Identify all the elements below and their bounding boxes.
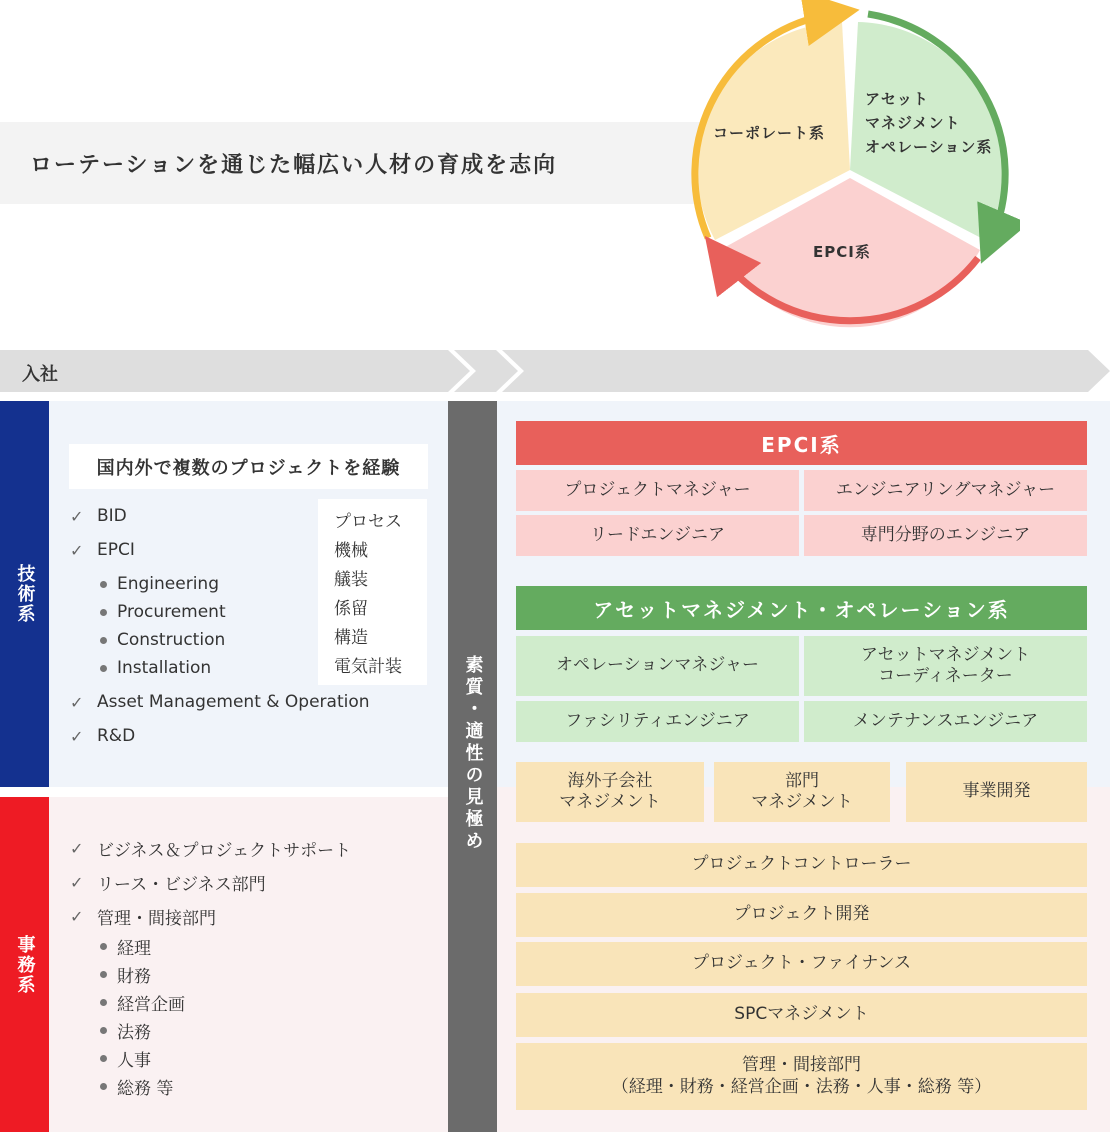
bullet-icon <box>100 637 107 644</box>
process-item: 構造 <box>334 628 368 648</box>
check-icon: ✓ <box>70 726 84 746</box>
corp-biz-dev: 事業開発 <box>906 762 1087 822</box>
jimu-sub-item: 人事 <box>100 1046 151 1071</box>
epci-role: プロジェクトマネジャー <box>516 470 799 511</box>
bullet-icon <box>100 971 107 978</box>
amo-role-facility: ファシリティエンジニア <box>516 701 799 742</box>
bullet-icon <box>100 999 107 1006</box>
corp-mgmt: 管理・間接部門 （経理・財務・経営企画・法務・人事・総務 等） <box>516 1043 1087 1110</box>
epci-role: リードエンジニア <box>516 515 799 556</box>
tech-sub-procurement: Procurement <box>100 602 226 622</box>
tech-sub-installation: Installation <box>100 658 211 678</box>
epci-role: 専門分野のエンジニア <box>804 515 1087 556</box>
join-label: 入社 <box>22 364 58 385</box>
corp-overseas-mgmt: 海外子会社 マネジメント <box>516 762 704 822</box>
check-icon: ✓ <box>70 540 84 560</box>
check-icon: ✓ <box>70 692 84 712</box>
jimu-item-lease: ✓ リース・ビジネス部門 <box>70 873 266 895</box>
cycle-label-asset-1: アセット <box>865 90 929 108</box>
amo-role-maintenance: メンテナンスエンジニア <box>804 701 1087 742</box>
jimu-sub-item: 総務 等 <box>100 1074 173 1099</box>
tech-item-epci: ✓ EPCI <box>70 540 135 560</box>
tech-sub-engineering: Engineering <box>100 574 219 594</box>
jimu-item-mgmt: ✓ 管理・間接部門 <box>70 907 216 929</box>
bullet-icon <box>100 1027 107 1034</box>
corp-finance: プロジェクト・ファイナンス <box>516 942 1087 986</box>
bullet-icon <box>100 1055 107 1062</box>
tech-item-amo: ✓ Asset Management & Operation <box>70 692 370 712</box>
tech-sub-construction: Construction <box>100 630 225 650</box>
jimu-sub-item: 経理 <box>100 934 151 959</box>
jimu-sub-item: 経営企画 <box>100 990 185 1015</box>
corp-dept-mgmt: 部門 マネジメント <box>714 762 890 822</box>
epci-header: EPCI系 <box>516 421 1087 465</box>
process-item: 機械 <box>334 541 368 561</box>
process-item: プロセス <box>334 512 402 532</box>
process-item: 係留 <box>334 599 368 619</box>
bullet-icon <box>100 665 107 672</box>
bullet-icon <box>100 609 107 616</box>
check-icon: ✓ <box>70 907 84 926</box>
jimu-sub-item: 財務 <box>100 962 151 987</box>
tech-item-rd: ✓ R&D <box>70 726 136 746</box>
banner-title: ローテーションを通じた幅広い人材の育成を志向 <box>30 153 558 178</box>
tech-heading: 国内外で複数のプロジェクトを経験 <box>69 444 428 489</box>
check-icon: ✓ <box>70 873 84 892</box>
bullet-icon <box>100 943 107 950</box>
process-item: 艤装 <box>334 570 368 590</box>
join-arrow-bar <box>0 350 1110 392</box>
cycle-label-asset-3: オペレーション系 <box>865 138 993 156</box>
amo-header: アセットマネジメント・オペレーション系 <box>516 586 1087 630</box>
jimu-side-label: 事務系 <box>0 797 49 1132</box>
corp-spc: SPCマネジメント <box>516 993 1087 1037</box>
epci-role: エンジニアリングマネジャー <box>804 470 1087 511</box>
bullet-icon <box>100 1083 107 1090</box>
tech-item-bid: ✓ BID <box>70 506 127 526</box>
tech-side-label: 技術系 <box>0 401 49 787</box>
amo-role-ops-manager: オペレーションマネジャー <box>516 636 799 696</box>
check-icon: ✓ <box>70 839 84 858</box>
corp-controller: プロジェクトコントローラー <box>516 843 1087 887</box>
cycle-label-corporate: コーポレート系 <box>713 124 826 142</box>
check-icon: ✓ <box>70 506 84 526</box>
rotation-cycle-diagram <box>680 0 1020 340</box>
cycle-label-asset-2: マネジメント <box>865 114 961 132</box>
aptitude-label: 素質・適性の見極め <box>462 655 484 853</box>
amo-role-am-coordinator: アセットマネジメント コーディネーター <box>804 636 1087 696</box>
process-item: 電気計装 <box>334 657 402 677</box>
corp-dev: プロジェクト開発 <box>516 893 1087 937</box>
jimu-sub-item: 法務 <box>100 1018 151 1043</box>
jimu-item-biz-support: ✓ ビジネス＆プロジェクトサポート <box>70 839 352 861</box>
cycle-label-epci: EPCI系 <box>813 243 871 261</box>
bullet-icon <box>100 581 107 588</box>
process-list-box <box>318 499 427 685</box>
